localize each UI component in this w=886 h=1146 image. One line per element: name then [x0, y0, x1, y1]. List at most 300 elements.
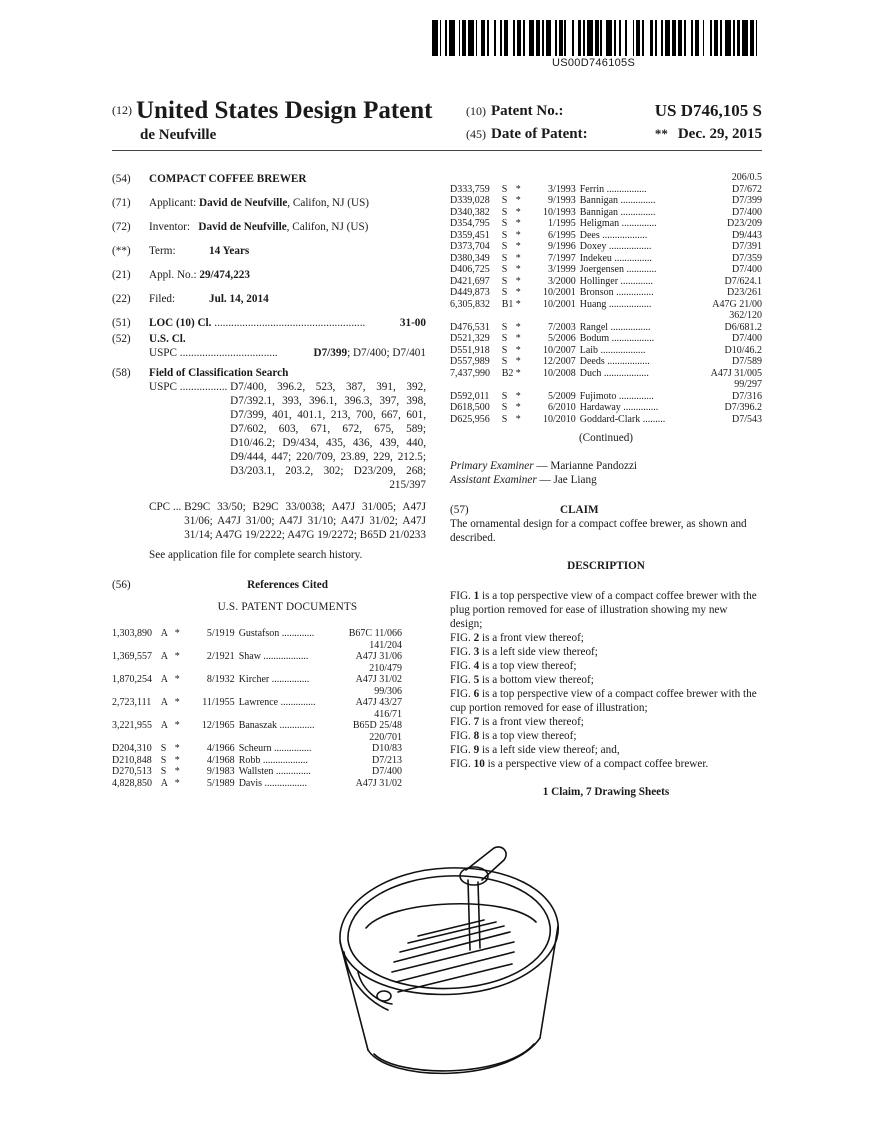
patent-number: US D746,105 S — [654, 101, 762, 120]
field-code: (54) — [112, 173, 131, 185]
applicant-label: Applicant: — [149, 197, 197, 209]
barcode-number: US00D746105S — [552, 57, 636, 69]
reference-number: D339,028 — [450, 195, 490, 206]
figure-number: 3 — [473, 646, 480, 658]
reference-cited-mark: * — [174, 754, 180, 766]
reference-kind: A — [160, 697, 168, 708]
uspc-primary: D7/399 — [313, 347, 348, 359]
reference-class: D7/396.2 — [724, 402, 762, 413]
reference-row — [450, 184, 762, 196]
figure-prefix: FIG. — [450, 688, 474, 700]
continued-note: (Continued) — [578, 432, 634, 444]
reference-cited-mark: * — [174, 697, 180, 708]
reference-date: 9/1993 — [547, 195, 576, 206]
figure-number: 4 — [473, 660, 480, 672]
reference-class: D7/543 — [732, 413, 762, 425]
date-mark: ** — [654, 126, 668, 141]
reference-kind: B1 — [501, 298, 514, 310]
reference-cited-mark: * — [515, 344, 521, 356]
reference-kind: A — [160, 628, 168, 639]
inventor-short-name: de Neufville — [140, 127, 217, 143]
reference-date: 8/1932 — [206, 674, 235, 685]
uspc-row — [112, 346, 426, 360]
figure-number: 2 — [473, 632, 480, 644]
field-code: (21) — [112, 269, 131, 281]
reference-cited-mark: * — [515, 390, 521, 402]
left-column — [112, 172, 426, 789]
inventor-name: David de Neufville — [198, 221, 287, 233]
cpc-label: CPC ... — [149, 501, 182, 513]
reference-date: 10/2001 — [542, 287, 576, 298]
references-field — [112, 578, 426, 592]
reference-row — [450, 287, 762, 299]
reference-class: D7/589 — [732, 356, 762, 367]
barcode — [432, 20, 762, 56]
figure-number: 8 — [473, 730, 480, 742]
reference-continuation: 141/204 — [369, 639, 402, 651]
reference-continuation: 206/0.5 — [731, 172, 762, 183]
reference-number: 1,369,557 — [112, 651, 152, 662]
reference-class: D7/359 — [732, 252, 762, 264]
reference-cited-mark: * — [174, 720, 180, 731]
field-code: (58) — [112, 367, 131, 379]
applicant-name: David de Neufville — [199, 197, 288, 209]
field-code: (52) — [112, 333, 131, 345]
reference-number: D521,329 — [450, 333, 490, 344]
reference-row — [112, 674, 402, 686]
filed-label: Filed: — [149, 293, 176, 305]
reference-continuation-row — [450, 379, 762, 391]
figure-text: is a top view thereof; — [479, 660, 577, 672]
reference-inventor: Joergensen ............ — [579, 264, 657, 275]
reference-inventor: Rangel ................ — [579, 321, 651, 333]
reference-number: D270,513 — [112, 766, 152, 777]
reference-date: 5/1919 — [206, 628, 235, 639]
figure-description — [450, 645, 762, 659]
barcode-bar — [757, 20, 761, 56]
reference-continuation: 362/120 — [729, 310, 762, 321]
reference-kind: A — [160, 674, 168, 685]
reference-kind: S — [501, 321, 508, 333]
references-table-left — [112, 628, 402, 789]
figure-prefix: FIG. — [450, 646, 474, 658]
field-uspc-lead — [149, 380, 230, 492]
reference-number: D625,956 — [450, 413, 490, 425]
reference-date: 5/2006 — [547, 333, 576, 344]
reference-row — [112, 743, 402, 755]
leader-dots: ...................................................... — [214, 317, 366, 329]
reference-number: D380,349 — [450, 252, 490, 264]
figure-number: 5 — [473, 674, 480, 686]
reference-number: D557,989 — [450, 356, 490, 367]
reference-inventor: Banaszak .............. — [238, 720, 315, 731]
figure-description — [450, 743, 762, 757]
reference-kind: A — [160, 720, 168, 731]
reference-kind: S — [160, 766, 167, 777]
claim-text: The ornamental design for a compact coffee brewer, as shown and described. — [450, 518, 747, 544]
loc-body — [149, 316, 426, 330]
term-label: Term: — [149, 245, 176, 257]
field-uspc-text: D7/400, 396.2, 523, 387, 391, 392, D7/392.1, 393, 396.1, 396.3, 397, 398, D7/399, 401, 401.1, 213, 700, 667, 601, D7/602, 603, 671, 672, 675, 589; D10/46.2; D9/434, 435, 436, 439, 440, D9/444, 447; 220/709, 23.89, 229, 212.5; D3/203.1, 203.2, 302; D23/209, 268; 215/397 — [230, 381, 426, 491]
reference-date: 7/1997 — [547, 252, 576, 264]
field-code: (57) — [450, 504, 469, 516]
reference-number: 3,221,955 — [112, 720, 152, 731]
reference-class: D10/46.2 — [724, 344, 762, 356]
reference-row — [450, 356, 762, 368]
reference-inventor: Bannigan .............. — [579, 206, 656, 218]
references-title: References Cited — [247, 579, 328, 591]
reference-row — [450, 195, 762, 207]
uscl-label: U.S. Cl. — [149, 333, 186, 345]
reference-row — [450, 402, 762, 414]
reference-number: 6,305,832 — [450, 298, 490, 310]
reference-date: 5/2009 — [547, 390, 576, 402]
reference-class: D10/83 — [372, 743, 402, 754]
reference-row — [112, 778, 402, 790]
reference-cited-mark: * — [174, 651, 180, 662]
reference-row — [450, 264, 762, 276]
reference-kind: B2 — [501, 367, 514, 379]
reference-continuation: 416/71 — [374, 708, 402, 720]
reference-number: D592,011 — [450, 390, 490, 402]
reference-row — [450, 241, 762, 253]
reference-class: D7/400 — [732, 206, 762, 218]
reference-continuation-row — [450, 172, 762, 184]
figure-prefix: FIG. — [450, 730, 474, 742]
figure-prefix: FIG. — [450, 632, 474, 644]
reference-row — [450, 218, 762, 230]
reference-cited-mark: * — [515, 333, 521, 344]
filed-body — [149, 292, 426, 306]
patent-no-code: (10) — [466, 104, 486, 118]
reference-class: D7/399 — [732, 195, 762, 206]
reference-inventor: Bannigan .............. — [579, 195, 656, 206]
reference-date: 1/1995 — [547, 218, 576, 229]
claim-header — [450, 503, 762, 517]
reference-inventor: Laib .................. — [579, 344, 646, 356]
reference-continuation-row — [112, 686, 402, 698]
reference-inventor: Huang ................. — [579, 298, 652, 310]
reference-class: D23/209 — [727, 218, 762, 229]
assistant-examiner-label: Assistant Examiner — [450, 474, 537, 486]
reference-row — [450, 299, 762, 311]
reference-number: D210,848 — [112, 754, 152, 766]
inventor-field — [112, 220, 426, 234]
figure-prefix: FIG. — [450, 660, 474, 672]
field-code: (51) — [112, 317, 131, 329]
reference-kind: S — [501, 252, 508, 264]
figure-description — [450, 589, 762, 631]
reference-cited-mark: * — [515, 356, 521, 367]
reference-inventor: Doxey ................. — [579, 241, 652, 252]
reference-inventor: Hardaway .............. — [579, 402, 659, 413]
loc-field — [112, 316, 426, 330]
reference-inventor: Duch .................. — [579, 367, 649, 379]
primary-examiner — [450, 459, 762, 473]
reference-date: 10/2001 — [542, 298, 576, 310]
references-table-right — [450, 172, 762, 425]
reference-cited-mark: * — [174, 777, 180, 789]
primary-examiner-label: Primary Examiner — [450, 460, 534, 472]
leader-dots: ................. — [179, 381, 228, 393]
reference-class: D6/681.2 — [724, 321, 762, 333]
reference-cited-mark: * — [515, 229, 521, 241]
patent-type-title: United States Design Patent — [136, 97, 433, 124]
reference-kind: S — [501, 218, 508, 229]
figure-text: is a left side view thereof; — [479, 646, 598, 658]
cpc-text: B29C 33/50; B29C 33/0038; A47J 31/005; A47J 31/06; A47J 31/00; A47J 31/10; A47J 31/02; A47J 31/14; A47G 19/2222; A47G 19/2272; B65D 21/0233 — [184, 501, 426, 541]
applicant-field — [112, 196, 426, 210]
reference-date: 7/2003 — [547, 321, 576, 333]
reference-kind: S — [501, 344, 508, 356]
reference-row — [450, 207, 762, 219]
reference-number: D449,873 — [450, 287, 490, 298]
reference-number: D373,704 — [450, 241, 490, 252]
reference-class: D7/400 — [372, 766, 402, 777]
reference-inventor: Deeds ................. — [579, 356, 650, 367]
reference-kind: S — [160, 743, 167, 754]
reference-date: 9/1983 — [206, 766, 235, 777]
reference-row — [450, 253, 762, 265]
field-code: (71) — [112, 197, 131, 209]
reference-continuation-row — [450, 310, 762, 322]
reference-row — [112, 651, 402, 663]
patent-number-row — [466, 103, 762, 120]
reference-number: D476,531 — [450, 321, 490, 333]
reference-kind: S — [501, 390, 508, 402]
patent-date: Dec. 29, 2015 — [677, 126, 762, 142]
reference-number: 2,723,111 — [112, 697, 152, 708]
applicant-body — [149, 196, 426, 210]
field-code: (72) — [112, 221, 131, 233]
reference-class: A47J 31/06 — [355, 651, 402, 662]
description-title: DESCRIPTION — [567, 560, 645, 572]
reference-inventor: Indekeu ............... — [579, 252, 652, 264]
reference-cited-mark: * — [515, 206, 521, 218]
appl-number: 29/474,223 — [199, 269, 250, 281]
figure-text: is a front view thereof; — [479, 716, 584, 728]
uspc-label: USPC — [149, 347, 177, 359]
reference-kind: S — [501, 241, 508, 252]
figure-number: 7 — [473, 716, 480, 728]
patent-type-header — [112, 97, 433, 125]
reference-date: 4/1968 — [206, 754, 235, 766]
figure-prefix: FIG. — [450, 744, 474, 756]
reference-date: 11/1955 — [202, 697, 235, 708]
reference-inventor: Bodum ................. — [579, 333, 655, 344]
figure-text: is a top view thereof; — [479, 730, 577, 742]
reference-class: D9/443 — [732, 229, 762, 241]
field-uspc-label: USPC — [149, 381, 177, 393]
inventor-body — [149, 220, 426, 234]
reference-number: D333,759 — [450, 183, 490, 195]
filed-date: Jul. 14, 2014 — [209, 293, 269, 305]
reference-number: D551,918 — [450, 344, 490, 356]
appl-field — [112, 268, 426, 282]
reference-continuation-row — [112, 663, 402, 675]
reference-date: 6/2010 — [547, 402, 576, 413]
us-docs-title: U.S. PATENT DOCUMENTS — [217, 601, 358, 613]
term-field — [112, 244, 426, 258]
right-column — [450, 172, 762, 805]
field-code: (56) — [112, 579, 131, 591]
field-uspc-row — [112, 380, 426, 492]
reference-date: 10/2008 — [542, 367, 576, 379]
leader-dots: ................................... — [179, 347, 278, 359]
reference-row — [112, 697, 402, 709]
field-code: (**) — [112, 245, 131, 257]
figure-text: is a left side view thereof; and, — [479, 744, 620, 756]
assistant-examiner-name: — Jae Liang — [536, 474, 597, 486]
reference-date: 12/2007 — [542, 356, 576, 367]
reference-class: D7/624.1 — [724, 275, 762, 287]
loc-label: LOC (10) Cl. — [149, 317, 212, 329]
reference-continuation-row — [112, 732, 402, 744]
reference-inventor: Bronson ............... — [579, 287, 654, 298]
figure-number: 6 — [473, 688, 480, 700]
reference-kind: S — [501, 264, 508, 275]
reference-kind: S — [501, 183, 508, 195]
reference-date: 3/1999 — [547, 264, 576, 275]
reference-inventor: Ferrin ................ — [579, 183, 647, 195]
primary-examiner-name: — Marianne Pandozzi — [533, 460, 638, 472]
reference-date: 12/1965 — [201, 720, 235, 731]
figure-prefix: FIG. — [450, 590, 474, 602]
date-value-wrap — [655, 126, 762, 143]
reference-kind: S — [501, 287, 508, 298]
reference-inventor: Davis ................. — [238, 777, 308, 789]
figure-text: is a top perspective view of a compact coffee brewer with the cup portion removed for ease of illustration; — [450, 688, 757, 714]
reference-class: A47G 21/00 — [712, 298, 762, 310]
figure-number: 9 — [473, 744, 480, 756]
reference-continuation-row — [112, 709, 402, 721]
reference-date: 5/1989 — [206, 777, 235, 789]
reference-class: A47J 43/27 — [355, 697, 402, 708]
field-search-label: Field of Classification Search — [149, 367, 289, 379]
reference-inventor: Kircher ............... — [238, 674, 310, 685]
reference-date: 10/2007 — [542, 344, 576, 356]
reference-class: A47J 31/005 — [710, 367, 762, 379]
figure-text: is a bottom view thereof; — [479, 674, 594, 686]
reference-class: D7/316 — [732, 390, 762, 402]
reference-cited-mark: * — [515, 413, 521, 425]
claim-title: CLAIM — [560, 504, 599, 516]
appl-label: Appl. No.: — [149, 269, 197, 281]
reference-kind: A — [160, 651, 168, 662]
figure-text: is a front view thereof; — [479, 632, 584, 644]
appl-body — [149, 268, 426, 282]
reference-inventor: Lawrence .............. — [238, 697, 316, 708]
header-rule — [112, 150, 762, 151]
reference-continuation: 220/701 — [369, 731, 402, 743]
loc-value: 31-00 — [399, 317, 426, 329]
cpc-row — [112, 500, 426, 542]
reference-cited-mark: * — [515, 252, 521, 264]
reference-date: 10/2010 — [542, 413, 576, 425]
reference-number: 1,303,890 — [112, 628, 152, 639]
reference-inventor: Robb .................. — [238, 754, 308, 766]
reference-continuation: 99/297 — [734, 379, 762, 390]
reference-row — [450, 333, 762, 345]
reference-number: 7,437,990 — [450, 367, 490, 379]
figure-text: is a perspective view of a compact coffee brewer. — [484, 758, 709, 770]
reference-row — [112, 628, 402, 640]
term-value: 14 Years — [209, 245, 250, 257]
reference-kind: S — [160, 754, 167, 766]
reference-cited-mark: * — [515, 241, 521, 252]
reference-cited-mark: * — [515, 264, 521, 275]
reference-row — [450, 322, 762, 334]
coffee-brewer-drawing-icon — [318, 832, 580, 1094]
type-code: (12) — [112, 103, 132, 117]
reference-number: 4,828,850 — [112, 777, 152, 789]
reference-kind: S — [501, 413, 508, 425]
field-search — [112, 366, 426, 380]
reference-number: D354,795 — [450, 218, 490, 229]
inventor-location: , Califon, NJ (US) — [286, 221, 369, 233]
design-title: COMPACT COFFEE BREWER — [149, 173, 307, 185]
reference-cited-mark: * — [174, 628, 180, 639]
reference-cited-mark: * — [515, 298, 521, 310]
reference-date: 3/2000 — [547, 275, 576, 287]
reference-continuation: 99/306 — [374, 685, 402, 697]
reference-row — [450, 414, 762, 426]
reference-class: A47J 31/02 — [355, 777, 402, 789]
reference-cited-mark: * — [515, 367, 521, 379]
reference-class: D23/261 — [727, 287, 762, 298]
reference-cited-mark: * — [515, 275, 521, 287]
reference-inventor: Scheurn ............... — [238, 743, 312, 754]
reference-class: D7/400 — [732, 264, 762, 275]
reference-kind: S — [501, 229, 508, 241]
uscl-field — [112, 332, 426, 346]
figure-prefix: FIG. — [450, 674, 474, 686]
reference-date: 9/1996 — [547, 241, 576, 252]
reference-inventor: Dees .................. — [579, 229, 648, 241]
reference-kind: S — [501, 275, 508, 287]
reference-class: D7/213 — [372, 754, 402, 766]
reference-inventor: Gustafson ............. — [238, 628, 315, 639]
date-code: (45) — [466, 127, 486, 141]
reference-cited-mark: * — [174, 674, 180, 685]
reference-continuation: 210/479 — [369, 662, 402, 674]
reference-cited-mark: * — [515, 321, 521, 333]
figure-number: 10 — [473, 758, 485, 770]
field-code: (22) — [112, 293, 131, 305]
reference-date: 4/1966 — [206, 743, 235, 754]
reference-kind: S — [501, 402, 508, 413]
assistant-examiner — [450, 473, 762, 487]
reference-inventor: Hollinger ............. — [579, 275, 654, 287]
reference-date: 6/1995 — [547, 229, 576, 241]
reference-class: D7/672 — [732, 183, 762, 195]
search-history-note: See application file for complete search history. — [149, 549, 363, 561]
uspc-rest: ; D7/400; D7/401 — [347, 347, 426, 359]
reference-inventor: Fujimoto .............. — [579, 390, 654, 402]
patent-no-label: Patent No.: — [491, 103, 564, 119]
reference-cited-mark: * — [515, 183, 521, 195]
reference-row — [112, 720, 402, 732]
reference-row — [112, 766, 402, 778]
reference-number: 1,870,254 — [112, 674, 152, 685]
reference-inventor: Shaw .................. — [238, 651, 309, 662]
figure-text: is a top perspective view of a compact coffee brewer with the plug portion removed for ease of illustration showing my new design; — [450, 590, 757, 630]
title-field — [112, 172, 426, 186]
reference-class: D7/391 — [732, 241, 762, 252]
figure-number: 1 — [473, 590, 480, 602]
reference-kind: S — [501, 333, 508, 344]
figure-description — [450, 631, 762, 645]
